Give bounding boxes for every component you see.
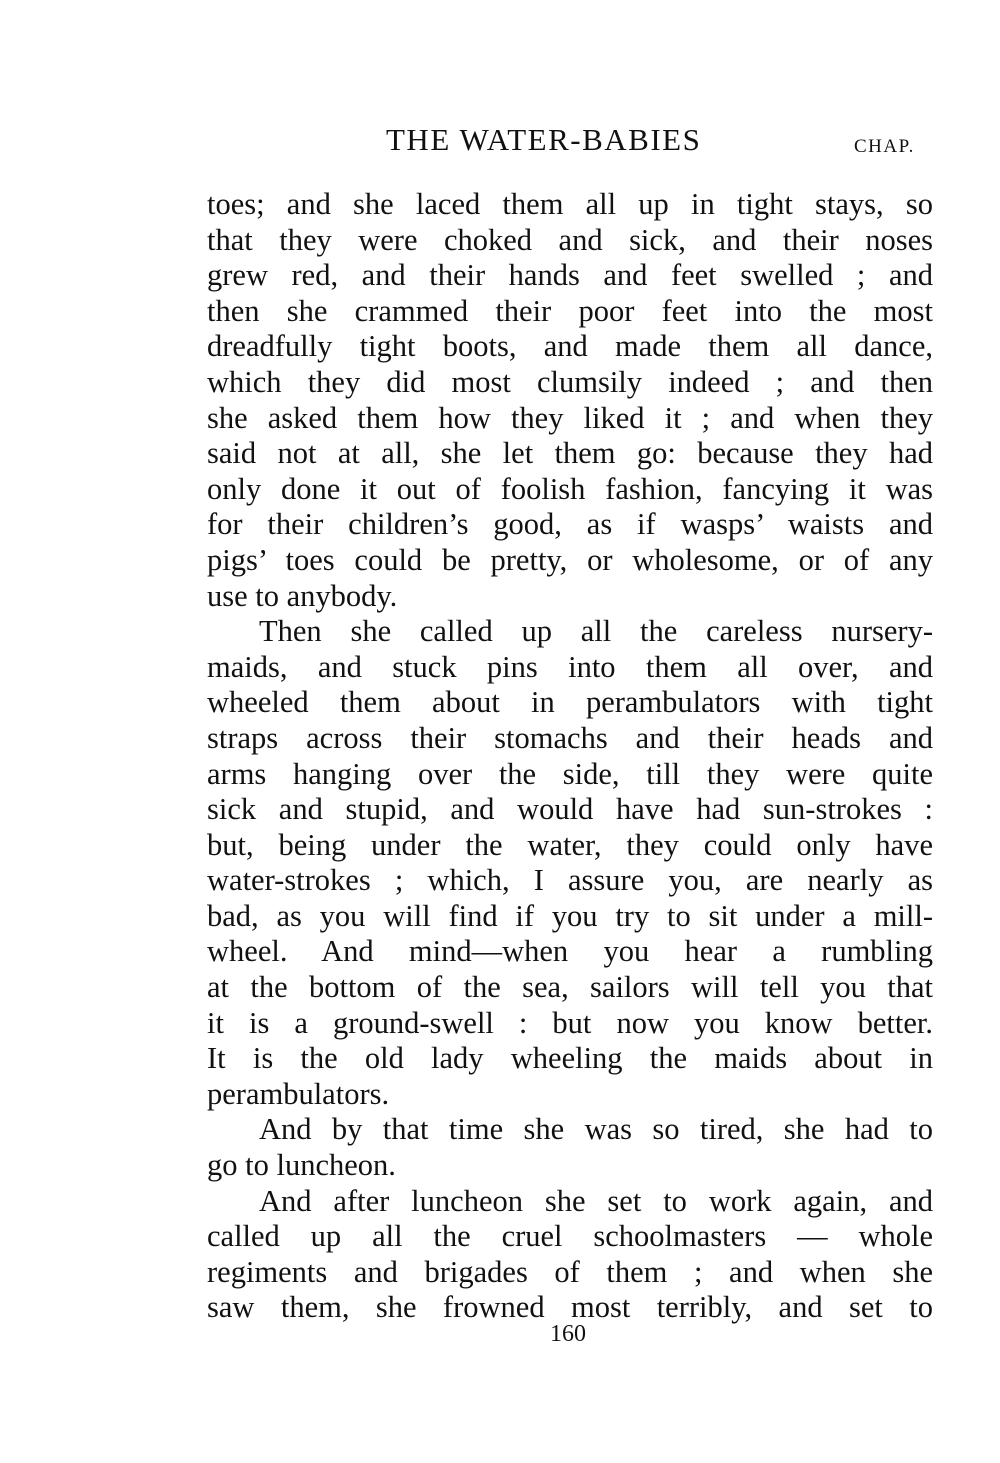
- text-line: that they were choked and sick, and their noses: [207, 222, 933, 257]
- text-line: maids, and stuck pins into them all over, and: [207, 649, 933, 684]
- chapter-mark: CHAP.: [854, 136, 915, 157]
- paragraph: [207, 614, 933, 1112]
- text-line: saw them, she frowned most terribly, and set to: [207, 1290, 933, 1325]
- text-line: which they did most clumsily indeed ; and then: [207, 364, 933, 399]
- text-line: water-strokes ; which, I assure you, are nearly as: [207, 863, 933, 898]
- text-line: dreadfully tight boots, and made them all dance,: [207, 329, 933, 364]
- text-line: bad, as you will find if you try to sit under a mill-: [207, 898, 933, 933]
- paragraph: [207, 187, 933, 614]
- text-line: go to luncheon.: [207, 1148, 396, 1183]
- text-line: And by that time she was so tired, she had to: [259, 1112, 933, 1147]
- text-line: pigs’ toes could be pretty, or wholesome, or of any: [207, 542, 933, 577]
- paragraph: [207, 1184, 933, 1326]
- text-line: arms hanging over the side, till they were quite: [207, 756, 933, 791]
- running-title: THE WATER-BABIES: [386, 122, 702, 157]
- text-line: straps across their stomachs and their heads and: [207, 720, 933, 755]
- text-line: only done it out of foolish fashion, fancying it was: [207, 471, 933, 506]
- text-line: wheeled them about in perambulators with tight: [207, 685, 933, 720]
- text-line: sick and stupid, and would have had sun-strokes :: [207, 792, 933, 827]
- text-line: And after luncheon she set to work again, and: [259, 1183, 933, 1218]
- text-line: toes; and she laced them all up in tight stays, so: [207, 187, 933, 221]
- text-line: Then she called up all the careless nursery-: [259, 614, 933, 649]
- paragraph: [207, 1112, 933, 1183]
- text-line: wheel. And mind—when you hear a rumbling: [207, 934, 933, 969]
- text-line: for their children’s good, as if wasps’ waists and: [207, 507, 933, 542]
- text-line: use to anybody.: [207, 578, 398, 613]
- page-number: 160: [550, 1321, 586, 1347]
- text-line: perambulators.: [207, 1076, 390, 1111]
- text-line: regiments and brigades of them ; and when she: [207, 1254, 933, 1289]
- text-line: It is the old lady wheeling the maids about in: [207, 1041, 933, 1076]
- text-line: then she crammed their poor feet into the most: [207, 293, 933, 328]
- text-line: said not at all, she let them go: because they had: [207, 436, 933, 471]
- text-line: grew red, and their hands and feet swelled ; and: [207, 258, 933, 293]
- text-line: it is a ground-swell : but now you know better.: [207, 1005, 933, 1040]
- text-line: at the bottom of the sea, sailors will tell you that: [207, 970, 933, 1005]
- text-line: called up all the cruel schoolmasters — whole: [207, 1219, 933, 1254]
- text-line: she asked them how they liked it ; and when they: [207, 400, 933, 435]
- body-text: [207, 187, 933, 1326]
- text-line: but, being under the water, they could only have: [207, 827, 933, 862]
